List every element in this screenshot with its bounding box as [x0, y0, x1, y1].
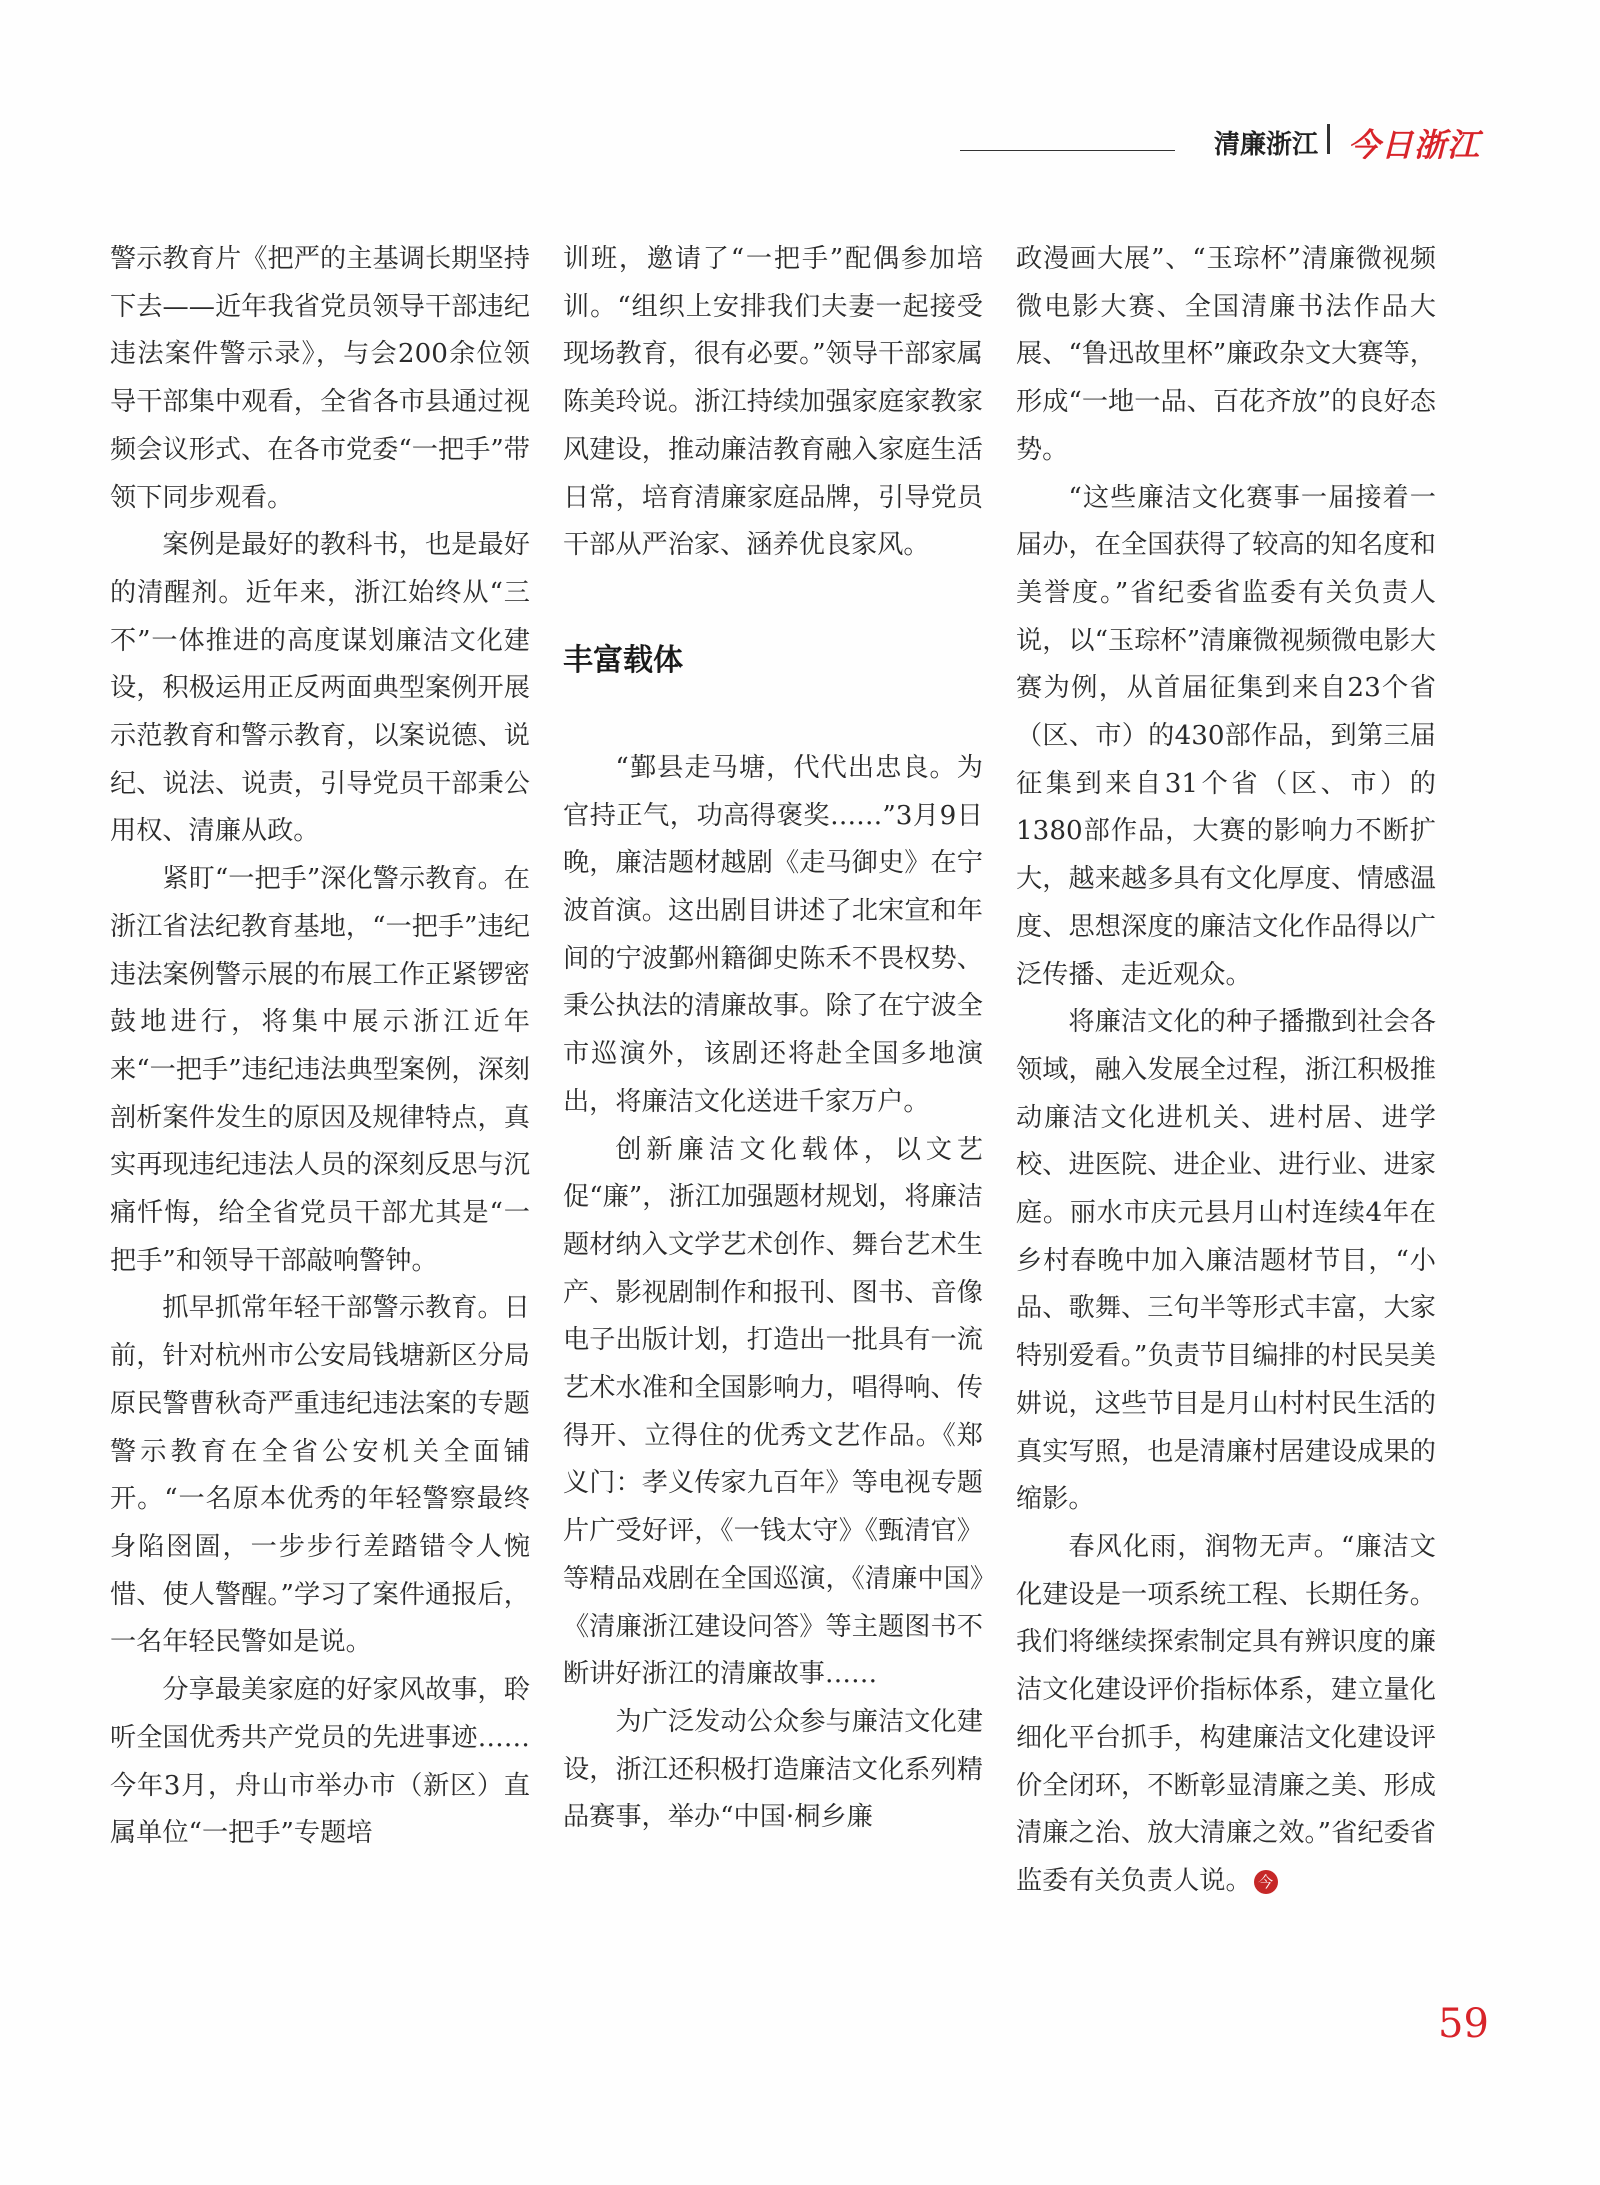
subheading: 丰富载体 [563, 642, 683, 678]
paragraph: 案例是最好的教科书，也是最好的清醒剂。近年来，浙江始终从“三不”一体推进的高度谋划廉洁文化建设，积极运用正反两面典型案例开展示范教育和警示教育，以案说德、说纪、说法、说责，引导党员干部秉公用权、清廉从政。 [110, 530, 530, 847]
column-3 [1016, 236, 1436, 1906]
paragraph: “这些廉洁文化赛事一届接着一届办，在全国获得了较高的知名度和美誉度。”省纪委省监委有关负责人说，以“玉琮杯”清廉微视频微电影大赛为例，从首届征集到来自23个省（区、市）的430部作品，到第三届征集到来自31个省（区、市）的1380部作品，大赛的影响力不断扩大，越来越多具有文化厚度、情感温度、思想深度的廉洁文化作品得以广泛传播、走近观众。 [1016, 482, 1436, 990]
paragraph: 警示教育片《把严的主基调长期坚持下去——近年我省党员领导干部违纪违法案件警示录》，与会200余位领导干部集中观看，全省各市县通过视频会议形式、在各市党委“一把手”带领下同步观看。 [110, 244, 530, 513]
header-divider [1327, 124, 1330, 154]
paragraph: 紧盯“一把手”深化警示教育。在浙江省法纪教育基地，“一把手”违纪违法案例警示展的布展工作正紧锣密鼓地进行，将集中展示浙江近年来“一把手”违纪违法典型案例，深刻剖析案件发生的原因及规律特点，真实再现违纪违法人员的深刻反思与沉痛忏悔，给全省党员干部尤其是“一把手”和领导干部敲响警钟。 [110, 864, 530, 1276]
magazine-logo: 今日浙江 [1347, 126, 1480, 164]
paragraph: 将廉洁文化的种子播撒到社会各领域，融入发展全过程，浙江积极推动廉洁文化进机关、进村居、进学校、进医院、进企业、进行业、进家庭。丽水市庆元县月山村连续4年在乡村春晚中加入廉洁题材节目，“小品、歌舞、三句半等形式丰富，大家特别爱看。”负责节目编排的村民吴美妌说，这些节目是月山村村民生活的真实写照，也是清廉村居建设成果的缩影。 [1016, 1007, 1436, 1515]
paragraph-text: 春风化雨，润物无声。“廉洁文化建设是一项系统工程、长期任务。我们将继续探索制定具有辨识度的廉洁文化建设评价指标体系，建立量化细化平台抓手，构建廉洁文化建设评价全闭环，不断彰显清廉之美、形成清廉之治、放大清廉之效。”省纪委省监委有关负责人说。 [1016, 1531, 1436, 1896]
column-2 [563, 236, 983, 1842]
paragraph: 抓早抓常年轻干部警示教育。日前，针对杭州市公安局钱塘新区分局原民警曹秋奇严重违纪违法案的专题警示教育在全省公安机关全面铺开。“一名原本优秀的年轻警察最终身陷囹圄，一步步行差踏错令人惋惜、使人警醒。”学习了案件通报后，一名年轻民警如是说。 [110, 1293, 530, 1658]
paragraph: 分享最美家庭的好家风故事，聆听全国优秀共产党员的先进事迹……今年3月，舟山市举办市（新区）直属单位“一把手”专题培 [110, 1675, 530, 1849]
page-number: 59 [1438, 2001, 1489, 2047]
paragraph: “鄞县走马塘，代代出忠良。为官持正气，功高得褒奖……”3月9日晚，廉洁题材越剧《走马御史》在宁波首演。这出剧目讲述了北宋宣和年间的宁波鄞州籍御史陈禾不畏权势、秉公执法的清廉故事。除了在宁波全市巡演外，该剧还将赴全国多地演出，将廉洁文化送进千家万户。 [563, 752, 983, 1117]
end-mark-icon: 今 [1254, 1870, 1278, 1894]
paragraph: 创新廉洁文化载体，以文艺促“廉”，浙江加强题材规划，将廉洁题材纳入文学艺术创作、舞台艺术生产、影视剧制作和报刊、图书、音像电子出版计划，打造出一批具有一流艺术水准和全国影响力，唱得响、传得开、立得住的优秀文艺作品。《郑义门：孝义传家九百年》等电视专题片广受好评，《一钱太守》《甄清官》等精品戏剧在全国巡演，《清廉中国》《清廉浙江建设问答》等主题图书不断讲好浙江的清廉故事…… [563, 1134, 983, 1690]
paragraph: 为广泛发动公众参与廉洁文化建设，浙江还积极打造廉洁文化系列精品赛事，举办“中国·桐乡廉 [563, 1706, 983, 1833]
header-rule [960, 150, 1175, 151]
section-name: 清廉浙江 [1213, 130, 1318, 160]
paragraph: 训班，邀请了“一把手”配偶参加培训。“组织上安排我们夫妻一起接受现场教育，很有必要。”领导干部家属陈美玲说。浙江持续加强家庭家教家风建设，推动廉洁教育融入家庭生活日常，培育清廉家庭品牌，引导党员干部从严治家、涵养优良家风。 [563, 244, 983, 561]
paragraph [1016, 1524, 1436, 1906]
paragraph: 政漫画大展”、“玉琮杯”清廉微视频微电影大赛、全国清廉书法作品大展、“鲁迅故里杯”廉政杂文大赛等，形成“一地一品、百花齐放”的良好态势。 [1016, 244, 1436, 465]
column-1 [110, 236, 530, 1858]
